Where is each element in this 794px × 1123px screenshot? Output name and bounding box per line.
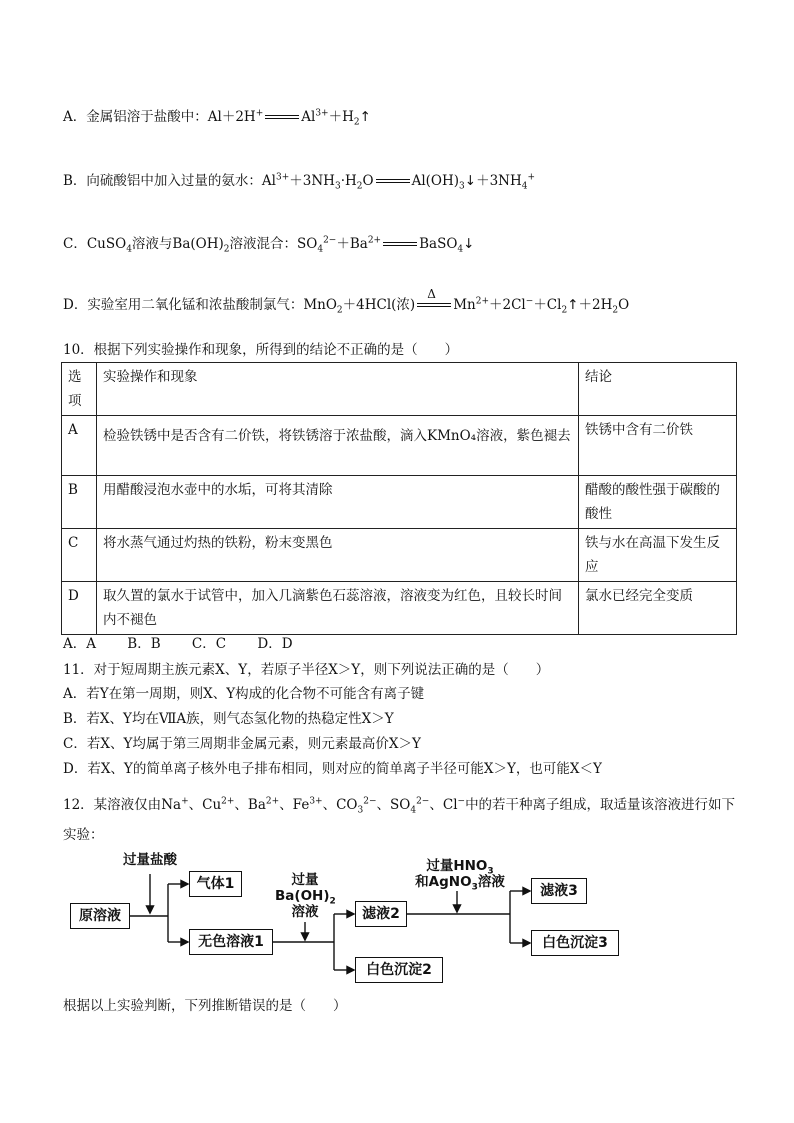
reagent-baoh2-label: 过量 $Ba(OH)_2$ 溶液 — [275, 872, 336, 920]
row-conclusion: 醋酸的酸性强于碳酸的酸性 — [579, 476, 737, 529]
q11-option-b: B．若X、Y均在ⅦA族，则气态氢化物的热稳定性X＞Y — [63, 711, 394, 727]
reagent-hno3-agno3-label: 过量$HNO_3$ 和AgNO$_3$溶液 — [415, 858, 505, 893]
q11-option-a: A．若Y在第一周期，则X、Y构成的化合物不可能含有离子键 — [63, 686, 425, 702]
header-option: 选项 — [62, 363, 97, 416]
header-operation: 实验操作和现象 — [97, 363, 579, 416]
experiment-flowchart — [60, 852, 740, 992]
q11-option-c: C．若X、Y均属于第三周期非金属元素，则元素最高价X＞Y — [63, 736, 421, 752]
q10-choices: A．A B．B C．C D．D — [63, 636, 293, 652]
table-row — [62, 582, 737, 635]
experiment-table — [61, 362, 737, 635]
row-option: D — [62, 582, 97, 635]
reaction-equals-icon — [376, 177, 410, 187]
box-white-precipitate-2: 白色沉淀2 — [355, 957, 443, 983]
table-row — [62, 529, 737, 582]
row-operation: 用醋酸浸泡水壶中的水垢，可将其清除 — [97, 476, 579, 529]
q11-option-d: D．若X、Y的简单离子核外电子排布相同，则对应的简单离子半径可能X＞Y，也可能X＜Y — [63, 761, 602, 777]
row-conclusion: 铁与水在高温下发生反应 — [579, 529, 737, 582]
row-option: C — [62, 529, 97, 582]
q11-stem: 11．对于短周期主族元素X、Y，若原子半径X＞Y，则下列说法正确的是（ ） — [63, 662, 550, 678]
heat-reaction-icon: Δ — [417, 301, 451, 311]
option-a: A．金属铝溶于盐酸中：Al＋2H+ $Al^{3+}+H_2↑$ — [63, 108, 371, 128]
q12-stem-line2: 实验： — [63, 827, 104, 843]
table-header-row — [62, 363, 737, 416]
q12-stem: 12．某溶液仅由Na+、$Cu^{2+}$、$Ba^{2+}$、$Fe^{3+}$、$CO_3^{2-}$、$SO_4^{2-}$、Cl−中的若干种离子组成，取适量该溶液进行如下 — [63, 796, 736, 816]
row-conclusion: 铁锈中含有二价铁 — [579, 416, 737, 476]
box-white-precipitate-3: 白色沉淀3 — [531, 930, 619, 956]
option-c: C．CuSO$_4$溶液与$Ba(OH)_2$溶液混合：$SO_4^{2-}+Ba^{2+}$ BaSO$_4$↓ — [63, 235, 475, 255]
box-filtrate-3: 滤液3 — [531, 878, 587, 904]
reaction-equals-icon — [265, 113, 299, 123]
box-gas-1: 气体1 — [189, 871, 242, 897]
q12-question: 根据以上实验判断，下列推断错误的是（ ） — [63, 998, 347, 1014]
reagent-hcl-label: 过量盐酸 — [123, 852, 177, 868]
box-filtrate-2: 滤液2 — [355, 901, 407, 927]
option-b: B．向硫酸铝中加入过量的氨水：$Al^{3+}+3NH_3\cdot H_2O$ $Al(OH)_3↓+3NH_4^+$ — [63, 172, 536, 192]
option-d: D．实验室用二氧化锰和浓盐酸制氯气：MnO$_2$＋4HCl(浓) Δ $Mn^{2+}+2Cl^-+Cl_2↑+2H_2O$ — [63, 286, 630, 316]
row-option: A — [62, 416, 97, 476]
table-row — [62, 416, 737, 476]
reaction-equals-icon — [383, 240, 417, 250]
table-row — [62, 476, 737, 529]
q10-stem: 10．根据下列实验操作和现象，所得到的结论不正确的是（ ） — [63, 342, 459, 358]
header-conclusion: 结论 — [579, 363, 737, 416]
box-original-solution: 原溶液 — [70, 903, 130, 929]
row-conclusion: 氯水已经完全变质 — [579, 582, 737, 635]
box-colorless-solution-1: 无色溶液1 — [189, 929, 273, 955]
row-operation: 将水蒸气通过灼热的铁粉，粉末变黑色 — [97, 529, 579, 582]
row-option: B — [62, 476, 97, 529]
row-operation: 检验铁锈中是否含有二价铁，将铁锈溶于浓盐酸，滴入KMnO₄溶液，紫色褪去 — [97, 416, 579, 476]
row-operation: 取久置的氯水于试管中，加入几滴紫色石蕊溶液，溶液变为红色，且较长时间内不褪色 — [97, 582, 579, 635]
